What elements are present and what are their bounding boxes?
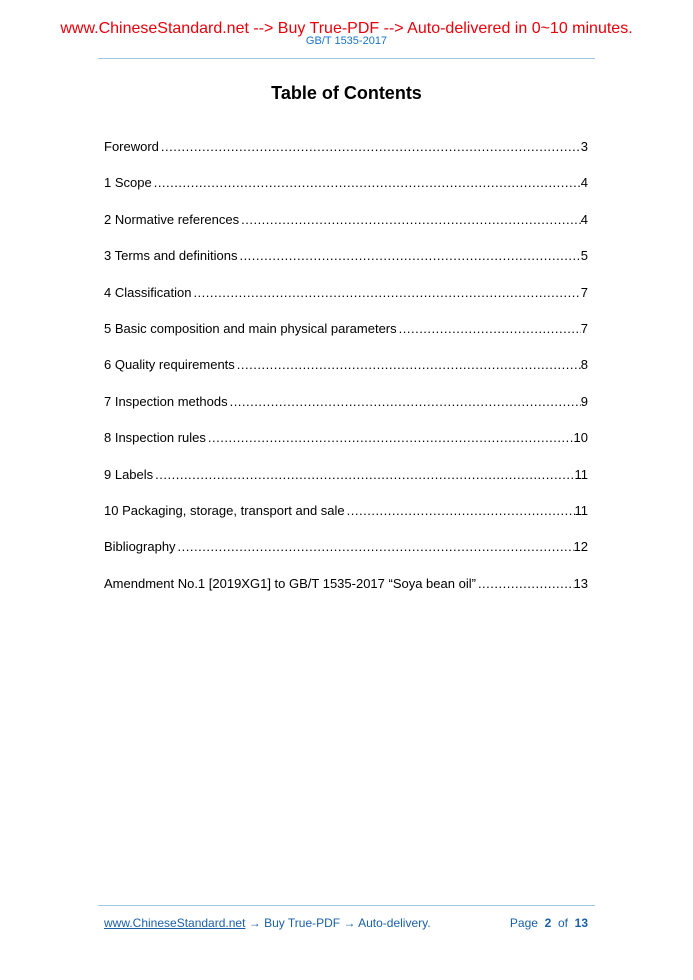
toc-entry-page: 9	[580, 393, 588, 409]
page-current: 2	[544, 916, 552, 930]
toc-leader-dots	[153, 467, 574, 483]
footer-site-link[interactable]: www.ChineseStandard.net	[104, 916, 246, 930]
toc-entry-label: Foreword	[104, 139, 159, 154]
footer-tagline: → Buy True-PDF → Auto-delivery.	[245, 916, 431, 930]
toc-entry[interactable]	[104, 357, 588, 393]
toc-entry-label: 9 Labels	[104, 466, 154, 482]
toc-entry-label: 5 Basic composition and main physical parameters	[104, 320, 397, 336]
toc-entry-label: 2 Normative references	[104, 211, 240, 227]
toc-entry[interactable]	[104, 139, 588, 175]
of-word: of	[557, 916, 568, 930]
toc-entry-page: 10	[573, 430, 588, 446]
toc-entry-page: 11	[574, 502, 588, 518]
toc-entry[interactable]	[104, 394, 588, 430]
toc-entry[interactable]	[104, 576, 588, 612]
toc-leader-dots	[237, 248, 580, 264]
page-total: 13	[574, 916, 588, 930]
toc-entry-page: 13	[573, 575, 588, 591]
toc-leader-dots	[191, 285, 580, 301]
toc-entry[interactable]	[104, 430, 588, 466]
toc-entry[interactable]	[104, 539, 588, 575]
toc-leader-dots	[206, 430, 574, 446]
toc-entry[interactable]	[104, 467, 588, 503]
toc-entry-label: Amendment No.1 [2019XG1] to GB/T 1535-2017 “Soya bean oil”	[104, 575, 476, 591]
footer-divider	[98, 905, 595, 906]
toc-entry-label: 7 Inspection methods	[104, 393, 228, 409]
toc-leader-dots	[397, 321, 581, 337]
toc-entry[interactable]	[104, 285, 588, 321]
toc-entry-label: 8 Inspection rules	[104, 430, 206, 446]
toc-entry-page: 3	[580, 139, 588, 154]
toc-leader-dots	[228, 394, 581, 410]
toc-entry-page: 5	[580, 248, 588, 264]
toc-leader-dots	[345, 503, 575, 519]
page-word: Page	[509, 916, 538, 930]
toc-entry-label: 4 Classification	[104, 284, 192, 300]
page-number	[510, 916, 588, 930]
toc-leader-dots	[176, 539, 574, 555]
toc-entry-label: 3 Terms and definitions	[104, 248, 238, 264]
toc-entry-page: 4	[580, 175, 588, 191]
toc-entry-page: 7	[580, 284, 588, 300]
toc-entry-page: 4	[580, 211, 588, 227]
page-footer	[104, 916, 588, 930]
toc-entry[interactable]	[104, 248, 588, 284]
toc-leader-dots	[152, 175, 581, 191]
toc-entry-label: Bibliography	[104, 539, 176, 555]
page-title: Table of Contents	[271, 83, 422, 103]
toc-entry[interactable]	[104, 175, 588, 211]
toc-entry-page: 8	[580, 357, 588, 373]
toc-leader-dots	[159, 139, 581, 155]
toc-entry[interactable]	[104, 212, 588, 248]
toc-entry-label: 10 Packaging, storage, transport and sale	[104, 502, 345, 518]
toc-entry[interactable]	[104, 321, 588, 357]
toc-leader-dots	[235, 357, 581, 373]
toc-entry-label: 1 Scope	[104, 175, 152, 191]
top-banner[interactable]: www.ChineseStandard.net --> Buy True-PDF --> Auto-delivered in 0~10 minutes.	[60, 20, 633, 37]
toc-leader-dots	[476, 576, 574, 592]
table-of-contents	[104, 139, 588, 612]
toc-entry-page: 7	[580, 320, 588, 336]
toc-entry-page: 11	[574, 466, 588, 482]
standard-code: GB/T 1535-2017	[305, 35, 388, 47]
toc-entry-label: 6 Quality requirements	[104, 357, 235, 373]
toc-leader-dots	[239, 212, 581, 228]
footer-promo	[104, 916, 431, 930]
toc-entry-page: 12	[573, 539, 588, 555]
toc-entry[interactable]	[104, 503, 588, 539]
header-divider	[98, 58, 595, 59]
